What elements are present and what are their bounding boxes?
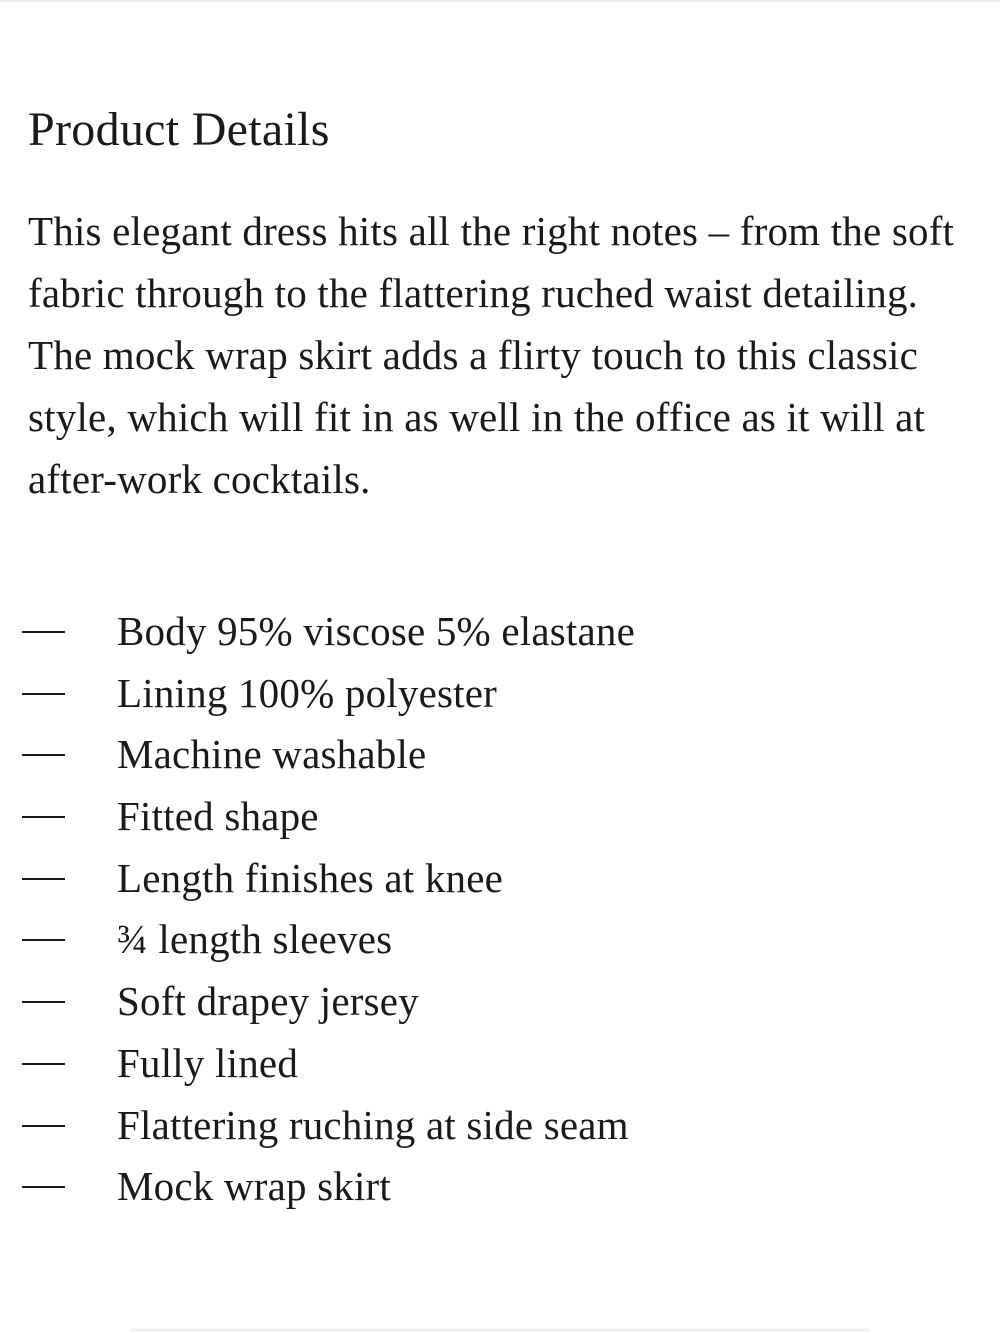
feature-text: Machine washable [117,731,427,778]
top-divider [0,0,1000,2]
feature-text: Fully lined [117,1039,299,1086]
feature-text: Mock wrap skirt [117,1163,392,1210]
feature-text: Lining 100% polyester [117,669,497,716]
dash-bullet-icon [22,939,65,941]
feature-text: Length finishes at knee [117,854,504,901]
dash-bullet-icon [22,693,65,695]
feature-item [0,786,1000,848]
feature-item [0,663,1000,725]
feature-text: ¾ length sleeves [117,916,393,963]
feature-text: Body 95% viscose 5% elastane [117,608,635,654]
feature-text: Fitted shape [117,793,319,840]
dash-bullet-icon [22,1001,65,1003]
dash-bullet-icon [22,1125,65,1127]
feature-item [0,848,1000,910]
feature-list [0,601,1000,1218]
feature-item [0,1033,1000,1095]
dash-bullet-icon [22,878,65,880]
feature-item [0,1156,1000,1218]
feature-text: Soft drapey jersey [117,978,419,1025]
feature-item [0,724,1000,786]
product-description: This elegant dress hits all the right notes – from the soft fabric through to the flattering ruched waist detailing. The mock wrap skirt adds a flirty touch to this classic style, which will fit in as well in the office as it will at after-work cocktails. [28,208,955,502]
dash-bullet-icon [22,1186,65,1188]
dash-bullet-icon [22,631,65,633]
bottom-divider [130,1329,870,1331]
dash-bullet-icon [22,1063,65,1065]
dash-bullet-icon [22,754,65,756]
feature-text: Flattering ruching at side seam [117,1101,629,1148]
feature-item [0,909,1000,971]
dash-bullet-icon [22,816,65,818]
feature-item [0,1095,1000,1157]
page-title: Product Details [28,103,330,156]
feature-item [0,601,1000,663]
feature-item [0,971,1000,1033]
